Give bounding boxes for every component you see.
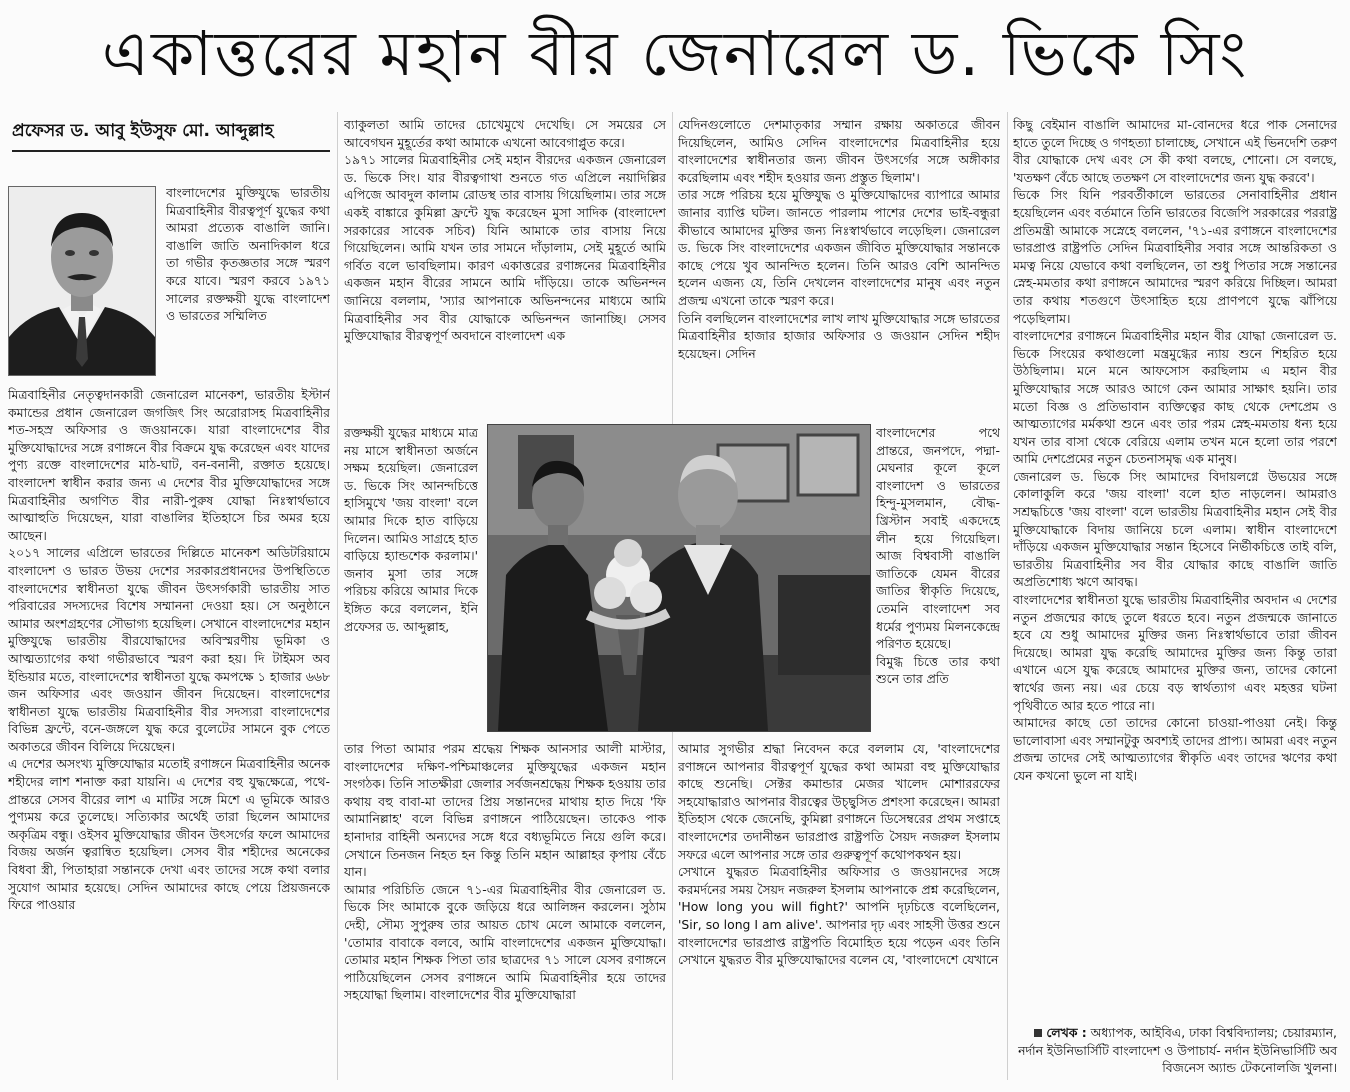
square-bullet-icon bbox=[1034, 1029, 1042, 1037]
column-divider bbox=[1007, 112, 1008, 1080]
writer-text: অধ্যাপক, আইবিএ, ঢাকা বিশ্ববিদ্যালয়; চেয়ারম্যান, নর্দান ইউনিভার্সিটি বাংলাদেশ ও উপাচার্য- নর্দান ইউনিভার্সিটি অব বিজনেস অ্যান্ড টেকনোলজি খুলনা। bbox=[1018, 1025, 1337, 1076]
col2-bottom-text: তার পিতা আমার পরম শ্রদ্ধেয় শিক্ষক আনসার আলী মাস্টার, বাংলাদেশের দক্ষিণ-পশ্চিমাঞ্চলের মুক্তিযুদ্ধের একজন মহান সংগঠক। তিনি সাতক্ষীরা জেলার সর্বজনশ্রদ্ধেয় শিক্ষক হওয়ায় তার কথায় বহু বাবা-মা তাদের প্রিয় সন্তানদের মাথায় হাত দিয়ে 'ফি আমানিল্লাহ' বলে বিভিন্ন রণাঙ্গনে পাঠিয়েছেন। তাকেও পাক হানাদার বাহিনী অন্যদের সঙ্গে ধরে বধ্যভূমিতে নিয়ে গুলি করে। সেখানে তিনজন নিহত হন কিন্তু তিনি মহান আল্লাহর কৃপায় বেঁচে যান। আমার পরিচিতি জেনে ৭১-এর মিত্রবাহিনীর বীর জেনারেল ড. ভিকে সিং আমাকে বুকে জড়িয়ে ধরে আলিঙ্গন করলেন। সুঠাম দেহী, সৌম্য সুপুরুষ তার আয়ত চোখ মেলে আমাকে বললেন, 'তোমার বাবাকে বলবে, আমি বাংলাদেশের একজন মুক্তিযোদ্ধা। তোমার মহান শিক্ষক পিতা তার ছাত্রদের ৭১ সালে যেসব রণাঙ্গনে পাঠিয়েছিলেন সেসব রণাঙ্গনে আমি মিত্রবাহিনীর হয়ে তাদের সহযোদ্ধা ছিলাম। বাংলাদেশের বীর মুক্তিযোদ্ধারা bbox=[344, 741, 666, 1003]
byline: প্রফেসর ড. আবু ইউসুফ মো. আব্দুল্লাহ bbox=[12, 121, 274, 141]
column-divider bbox=[337, 112, 338, 1080]
col4-text: কিছু বেইমান বাঙালি আমাদের মা-বোনদের ধরে পাক সেনাদের হাতে তুলে দিচ্ছে ও গণহত্যা চালাচ্ছে, সেখানে এই ভিনদেশি তরুণ বীর যোদ্ধাকে দেখ এবং সে কী কথা বলছে, শোনো। সে বলছে, 'যতক্ষণ বেঁচে আছে ততক্ষণ সে বাংলাদেশের জন্য যুদ্ধ করবে'। ভিকে সিং যিনি পরবর্তীকালে ভারতের সেনাবাহিনীর প্রধান হয়েছিলেন এবং বর্তমানে তিনি ভারতের বিজেপি সরকারের পররাষ্ট্র প্রতিমন্ত্রী আমাকে সস্নেহে বললেন, '৭১-এর রণাঙ্গনে বাংলাদেশের ভারপ্রাপ্ত রাষ্ট্রপতি সেদিন মিত্রবাহিনীর সবার সঙ্গে আন্তরিকতা ও মমত্ব নিয়ে যেভাবে কথা বলছিলেন, তা শুধু পিতার সঙ্গে সন্তানের স্নেহ-মমতার কথা রণাঙ্গনে আমাদের স্মরণ করিয়ে দিচ্ছিল। আমরা তার কথায় শতগুণে উৎসাহিত হয়ে প্রাণপণে যুদ্ধে ঝাঁপিয়ে পড়েছিলাম। বাংলাদেশের রণাঙ্গনে মিত্রবাহিনীর মহান বীর যোদ্ধা জেনারেল ড. ভিকে সিংয়ের কথাগুলো মন্ত্রমুগ্ধের ন্যায় শুনে শিহরিত হয়ে উঠছিলাম। মনে মনে আফসোস করছিলাম এ মহান বীর মুক্তিযোদ্ধার সঙ্গে আরও আগে কেন আমার সাক্ষাৎ হয়নি। তার মতো বিজ্ঞ ও প্রতিভাবান ব্যক্তিত্বের কাছ থেকে দেশপ্রেম ও আত্মত্যাগের মর্মকথা শুনে এবং তার পরম স্নেহ-মমতায় ধন্য হয়ে যখন তার বাসা থেকে বেরিয়ে এলাম তখন মনে হলো তার পরশে আমি দেশপ্রেমের নতুন চেতনাসমৃদ্ধ এক মানুষ। জেনারেল ড. ভিকে সিং আমাদের বিদায়লগ্নে উভয়ের সঙ্গে কোলাকুলি করে 'জয় বাংলা' বলে হাত নাড়লেন। আমরাও সশ্রদ্ধচিত্তে 'জয় বাংলা' বলে ভারতীয় মিত্রবাহিনীর মহান সেই বীর মুক্তিযোদ্ধাকে বিদায় জানিয়ে চলে এলাম। স্বাধীন বাংলাদেশে দাঁড়িয়ে একজন মুক্তিযোদ্ধার সন্তান হিসেবে নির্ভীকচিত্তে তাই বলি, ভারতীয় মিত্রবাহিনীর সব বীর যোদ্ধার কাছে বাঙালি জাতি অপ্রতিশোধ্য ঋণে আবদ্ধ। বাংলাদেশের স্বাধীনতা যুদ্ধে ভারতীয় মিত্রবাহিনীর অবদান এ দেশের নতুন প্রজন্মের কাছে তুলে ধরতে হবে। নতুন প্রজন্মকে জানাতে হবে যে শুধু আমাদের মুক্তির জন্য নিঃস্বার্থভাবে তারা জীবন দিয়েছে। আমরা যুদ্ধ করেছি আমাদের মুক্তির জন্য কিন্তু তারা এখানে এসে যুদ্ধ করেছে আমাদের মুক্তির জন্য, তাদের কোনো স্বার্থের জন্য নয়। এর চেয়ে বড় স্বার্থত্যাগ এবং মহত্তর ঘটনা পৃথিবীতে আর হতে পারে না। আমাদের কাছে তো তাদের কোনো চাওয়া-পাওয়া নেই। কিন্তু ভালোবাসা এবং সম্মানটুকু অবশ্যই তাদের প্রাপ্য। আমরা এবং নতুন প্রজন্ম তাদের সেই আত্মত্যাগের স্বীকৃতি এবং তাদের ঋণের কথা যেন কখনো ভুলে না যাই। bbox=[1013, 117, 1337, 783]
col2-top-text: ব্যাকুলতা আমি তাদের চোখেমুখে দেখেছি। সে সময়ের সে আবেগঘন মুহূর্তের কথা আমাকে এখনো আবেগাপ্লুত করে। ১৯৭১ সালের মিত্রবাহিনীর সেই মহান বীরদের একজন জেনারেল ড. ভিকে সিং। যার বীরত্বগাথা শুনতে গত এপ্রিলে নয়াদিল্লির এপিজে আবদুল কালাম রোডস্থ তার বাসায় গিয়েছিলাম। তার সঙ্গে একই বাঙ্কারে কুমিল্লা ফ্রন্টে যুদ্ধ করেছেন মুসা সাদিক (বাংলাদেশ সরকারের সাবেক সচিব) যিনি আমাকে তার বাসায় নিয়ে গিয়েছিলেন। আমি যখন তার সামনে দাঁড়ালাম, সেই মুহূর্তে আমি গর্বিত বলে ভাবছিলাম। কারণ একাত্তরের রণাঙ্গনের মিত্রবাহিনীর একজন মহান বীরের সামনে আমি দাঁড়িয়ে। তাকে অভিনন্দন জানিয়ে বললাম, 'স্যার আপনাকে অভিনন্দনের মাধ্যমে আমি মিত্রবাহিনীর সব বীর যোদ্ধাকে অভিনন্দন জানাচ্ছি। সেসব মুক্তিযোদ্ধার বীরত্বপূর্ণ অবদানে বাংলাদেশ এক bbox=[344, 117, 666, 344]
byline-rule bbox=[12, 150, 330, 152]
col1-body-text: মিত্রবাহিনীর নেতৃত্বদানকারী জেনারেল মানেকশ, ভারতীয় ইস্টার্ন কমান্ডের প্রধান জেনারেল জগজিৎ সিং অরোরাসহ মিত্রবাহিনীর শত-সহস্র অফিসার ও জওয়ানকে। যারা বাংলাদেশের বীর মুক্তিযোদ্ধাদের সঙ্গে রণাঙ্গনে বীর বিক্রমে যুদ্ধ করেছেন এবং যাদের পুণ্য রক্তে বাংলাদেশের মাঠ-ঘাট, বন-বনানী, রক্তাত হয়েছে। বাংলাদেশ স্বাধীন করার জন্য এ দেশের বীর মুক্তিযোদ্ধাদের সঙ্গে মিত্রবাহিনীর অগণিত বীর নারী-পুরুষ যোদ্ধা নিঃস্বার্থভাবে আত্মাহুতি দিয়েছেন, যারা বাঙালির ইতিহাসে চির অমর হয়ে আছেন। ২০১৭ সালের এপ্রিলে ভারতের দিল্লিতে মানেকশ অডিটরিয়ামে বাংলাদেশ ও ভারত উভয় দেশের সরকারপ্রধানদের উপস্থিতিতে বাংলাদেশের স্বাধীনতা যুদ্ধে জীবন উৎসর্গকারী ভারতীয় সাত পরিবারের সদস্যদের বিশেষ সম্মাননা দেওয়া হয়। সে অনুষ্ঠানে আমার অংশগ্রহণের সৌভাগ্য হয়েছিল। সেখানে বাংলাদেশের মহান মুক্তিযুদ্ধে ভারতীয় বীরযোদ্ধাদের অবিস্মরণীয় ভূমিকা ও আত্মত্যাগের কথা গভীরভাবে স্মরণ করা হয়। দি টাইমস অব ইন্ডিয়ার মতে, বাংলাদেশের স্বাধীনতা যুদ্ধে কমপক্ষে ১ হাজার ৬৬৮ জন অফিসার এবং জওয়ান জীবন দিয়েছেন। বাংলাদেশের স্বাধীনতা যুদ্ধে ভারতীয় মিত্রবাহিনীর বীর সদস্যরা বাংলাদেশের বিভিন্ন ফ্রন্টে, বনে-জঙ্গলে যুদ্ধ করে বুলেটের সামনে বুক পেতে অকাতরে জীবন বিলিয়ে দিয়েছেন। এ দেশের অসংখ্য মুক্তিযোদ্ধার মতোই রণাঙ্গনে মিত্রবাহিনীর অনেক শহীদের লাশ শনাক্ত করা যায়নি। এ দেশের বহু যুদ্ধক্ষেত্রে, পথে-প্রান্তরে সেসব বীরের লাশ এ মাটির সঙ্গে মিশে এ ভূমিকে আরও পুণ্যময় করে তুলেছে। সত্যিকার অর্থেই তারা ছিলেন আমাদের অকৃত্রিম বন্ধু। ওইসব মুক্তিযোদ্ধার জীবন উৎসর্গের ফলে আমাদের বিজয় অর্জন ত্বরান্বিত হয়েছিল। সেসব বীর শহীদের অনেকের বিধবা স্ত্রী, পিতাহারা সন্তানকে দেখা এবং তাদের সঙ্গে কথা বলার সুযোগ আমার হয়েছে। সেদিন আমাদের কাছে পেয়ে প্রিয়জনকে ফিরে পাওয়ার bbox=[8, 387, 330, 913]
writer-label: লেখক : bbox=[1046, 1025, 1087, 1040]
column-2-side bbox=[344, 424, 478, 740]
meeting-photo bbox=[487, 424, 871, 732]
column-2-top bbox=[344, 116, 666, 422]
column-1-intro bbox=[166, 184, 330, 380]
column-2-bottom bbox=[344, 740, 666, 1078]
col2-side-text: রক্তক্ষয়ী যুদ্ধের মাধ্যমে মাত্র নয় মাসে স্বাধীনতা অর্জনে সক্ষম হয়েছিল। জেনারেল ড. ভিকে সিং আনন্দচিত্তে হাসিমুখে 'জয় বাংলা' বলে আমার দিকে হাত বাড়িয়ে দিলেন। আমিও সাগ্রহে হাত বাড়িয়ে হ্যান্ডশেক করলাম।' জনাব মুসা তার সঙ্গে পরিচয় করিয়ে আমার দিকে ইঙ্গিত করে বললেন, ইনি প্রফেসর ড. আব্দুল্লাহ, bbox=[344, 425, 478, 634]
col3-side-text: বাংলাদেশের পথে প্রান্তরে, জনপদে, পদ্মা-মেঘনার কূলে কূলে বাংলাদেশ ও ভারতের হিন্দু-মুসলমান, বৌদ্ধ-খ্রিস্টান সবাই একদেহে লীন হয়ে গিয়েছিল। আজ বিশ্ববাসী বাঙালি জাতিকে যেমন বীরের জাতির স্বীকৃতি দিয়েছে, তেমনি বাংলাদেশ সব ধর্মের পুণ্যময় মিলনকেন্দ্রে পরিণত হয়েছে। বিমুগ্ধ চিত্তে তার কথা শুনে তার প্রতি bbox=[876, 425, 1000, 687]
col1-intro-text: বাংলাদেশের মুক্তিযুদ্ধে ভারতীয় মিত্রবাহিনীর বীরত্বপূর্ণ যুদ্ধের কথা আমরা প্রত্যেক বাঙালি জানি। বাঙালি জাতি অনাদিকাল ধরে তা গভীর কৃতজ্ঞতার সঙ্গে স্মরণ করে যাবে। স্মরণ করবে ১৯৭১ সালের রক্তক্ষয়ী যুদ্ধে বাংলাদেশ ও ভারতের সম্মিলিত bbox=[166, 185, 330, 324]
column-3-bottom bbox=[678, 740, 1000, 1078]
col3-top-text: যেদিনগুলোতে দেশমাতৃকার সম্মান রক্ষায় অকাতরে জীবন দিয়েছিলেন, আমিও সেদিন বাংলাদেশের মিত্রবাহিনীর হয়ে বাংলাদেশের স্বাধীনতার জন্য জীবন উৎসর্গের সঙ্গে অঙ্গীকার করেছিলাম এবং শহীদ হওয়ার জন্য প্রস্তুত ছিলাম'। তার সঙ্গে পরিচয় হয়ে মুক্তিযুদ্ধ ও মুক্তিযোদ্ধাদের ব্যাপারে আমার জানার ব্যাপ্তি ঘটল। জানতে পারলাম পাশের দেশের ভাই-বন্ধুরা কীভাবে আমাদের মুক্তির জন্য নিঃস্বার্থভাবে লড়েছিল। জেনারেল ড. ভিকে সিং বাংলাদেশের একজন জীবিত মুক্তিযোদ্ধার সন্তানকে কাছে পেয়ে খুব আনন্দিত হলেন। তিনি আরও বেশি আনন্দিত হলেন এজন্য যে, তিনি দেখলেন বাংলাদেশের মানুষ এবং নতুন প্রজন্ম এখনো তাকে স্মরণ করে। তিনি বলছিলেন বাংলাদেশের লাখ লাখ মুক্তিযোদ্ধার সঙ্গে ভারতের মিত্রবাহিনীর হাজার হাজার অফিসার ও জওয়ান সেদিন শহীদ হয়েছেন। সেদিন bbox=[678, 117, 1000, 361]
col3-bottom-text: আমার সুগভীর শ্রদ্ধা নিবেদন করে বললাম যে, 'বাংলাদেশের রণাঙ্গনে আপনার বীরত্বপূর্ণ যুদ্ধের কথা আমরা বহু মুক্তিযোদ্ধার কাছে শুনেছি। সেক্টর কমান্ডার মেজর খালেদ মোশাররফের সহযোদ্ধারাও আপনার বীরত্বের উচ্ছ্বসিত প্রশংসা করেছেন। আমরা ইতিহাস থেকে জেনেছি, কুমিল্লা রণাঙ্গনে ডিসেম্বরের প্রথম সপ্তাহে বাংলাদেশের তদানীন্তন ভারপ্রাপ্ত রাষ্ট্রপতি সৈয়দ নজরুল ইসলাম সফরে এলে আপনার সঙ্গে তার গুরুত্বপূর্ণ কথোপকথন হয়। সেখানে যুদ্ধরত মিত্রবাহিনীর অফিসার ও জওয়ানদের সঙ্গে করমর্দনের সময় সৈয়দ নজরুল ইসলাম আপনাকে প্রশ্ন করেছিলেন, 'How long you will fight?' আপনি দৃঢ়চিত্তে বলেছিলেন, 'Sir, so long I am alive'. আপনার দৃঢ় এবং সাহসী উত্তর শুনে বাংলাদেশের ভারপ্রাপ্ত রাষ্ট্রপতি বিমোহিত হয়ে পড়েন এবং তিনি সেখানে যুদ্ধরত বীর মুক্তিযোদ্ধাদের বলেন যে, 'বাংলাদেশে যেখানে bbox=[678, 741, 1000, 968]
writer-info bbox=[1015, 1024, 1337, 1077]
column-3-top bbox=[678, 116, 1000, 422]
headline: একাত্তরের মহান বীর জেনারেল ড. ভিকে সিং bbox=[101, 17, 1249, 90]
column-1 bbox=[8, 386, 330, 1076]
column-4 bbox=[1013, 116, 1337, 1022]
author-portrait bbox=[8, 186, 156, 376]
column-3-side bbox=[876, 424, 1000, 740]
